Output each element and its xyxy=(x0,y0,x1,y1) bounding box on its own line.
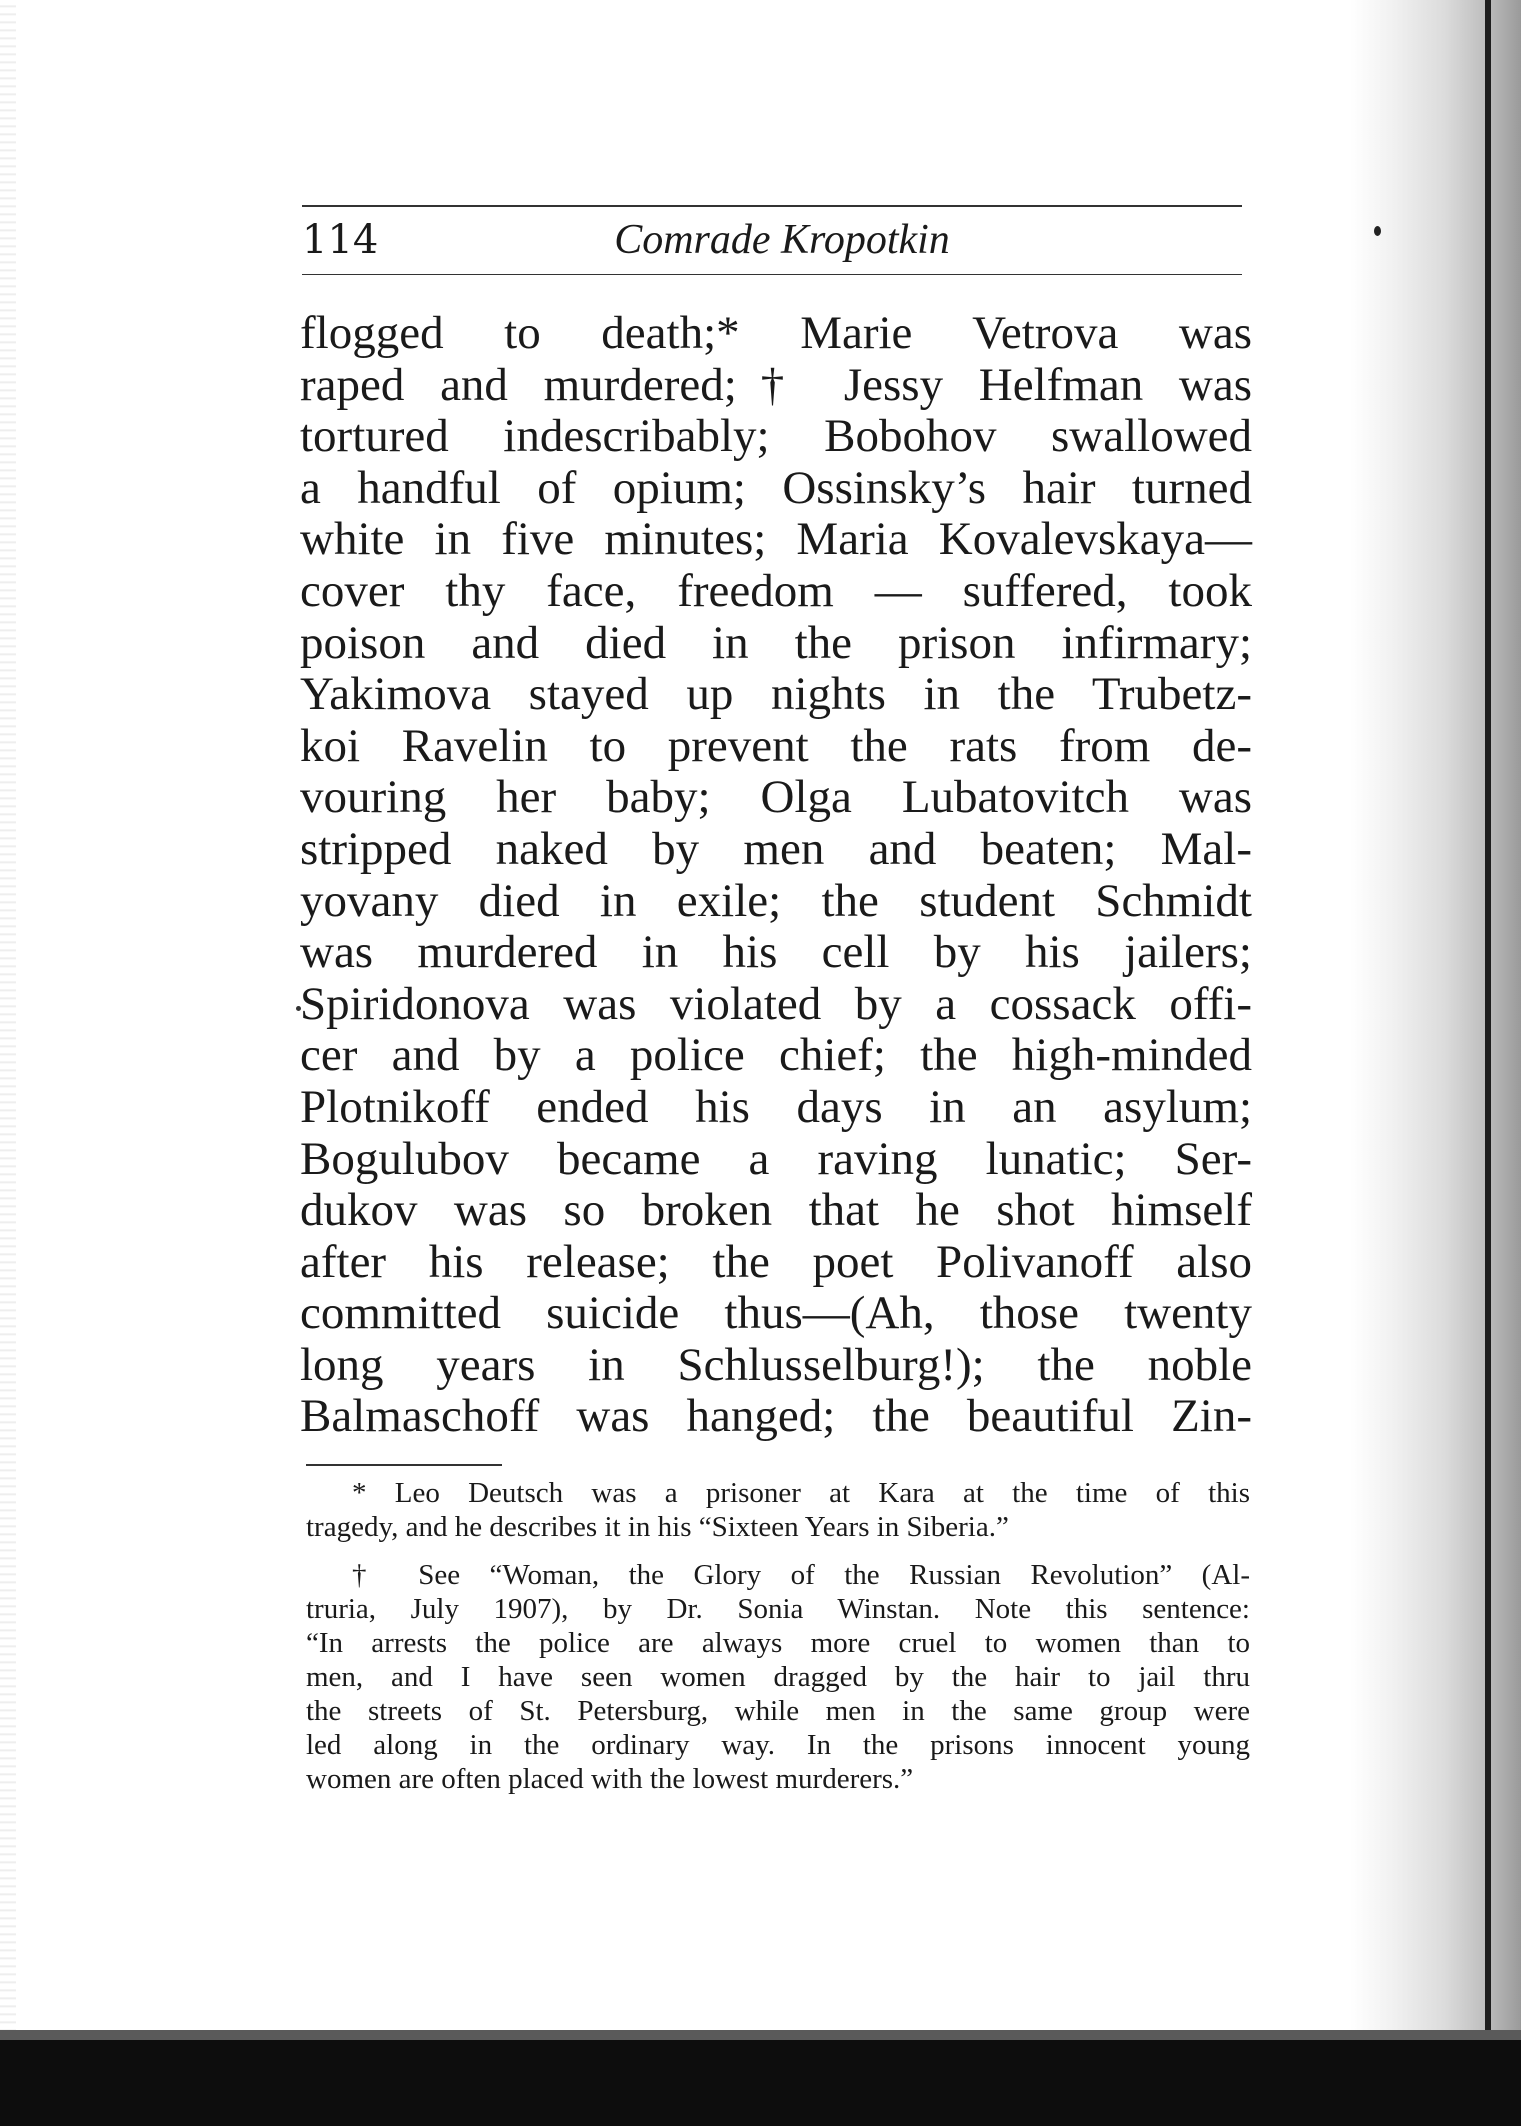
footnotes xyxy=(306,1476,1250,1810)
body-line: flogged to death;* Marie Vetrova was xyxy=(300,307,1252,359)
body-line: raped and murdered;† Jessy Helfman was xyxy=(300,358,1252,411)
body-line: yovany died in exile; the student Schmidt xyxy=(300,874,1252,927)
footnote-line: * Leo Deutsch was a prisoner at Kara at the time of this xyxy=(352,1477,1250,1509)
footnote-line: † See “Woman, the Glory of the Russian Revolution” (Al- xyxy=(352,1559,1250,1591)
body-text xyxy=(300,308,1252,1443)
page-number: 114 xyxy=(302,217,379,263)
footnote-1 xyxy=(306,1476,1250,1544)
body-line: tortured indescribably; Bobohov swallowed xyxy=(300,410,1252,463)
body-line: committed suicide thus—(Ah, those twenty xyxy=(300,1287,1252,1340)
body-line: dukov was so broken that he shot himself xyxy=(300,1184,1252,1237)
footnote-line: tragedy, and he describes it in his “Sixteen Years in Siberia.” xyxy=(306,1511,1009,1543)
scan-right-edge-line xyxy=(1485,0,1491,2030)
body-line: white in five minutes; Maria Kovalevskaya— xyxy=(300,513,1252,566)
footnote-line: “In arrests the police are always more cruel to women than to xyxy=(306,1627,1250,1659)
body-line: Balmaschoff was hanged; the beautiful Zin- xyxy=(300,1390,1252,1443)
body-line: koi Ravelin to prevent the rats from de- xyxy=(300,719,1252,772)
body-line: stripped naked by men and beaten; Mal- xyxy=(300,822,1252,875)
footnote-rule xyxy=(306,1464,502,1466)
margin-mark xyxy=(1374,226,1381,236)
body-line: Bogulubov became a raving lunatic; Ser- xyxy=(300,1132,1252,1185)
body-line: a handful of opium; Ossinsky’s hair turned xyxy=(300,461,1252,514)
scan-bottom-band xyxy=(0,2030,1521,2126)
header-top-rule xyxy=(302,205,1242,207)
scan-left-edge xyxy=(0,0,16,2030)
running-title: Comrade Kropotkin xyxy=(614,217,950,263)
footnote-line: women are often placed with the lowest murderers.” xyxy=(306,1763,914,1795)
footnote-line: led along in the ordinary way. In the prisons innocent young xyxy=(306,1729,1250,1761)
footnote-line: truria, July 1907), by Dr. Sonia Winstan. Note this sentence: xyxy=(306,1593,1250,1625)
body-line: poison and died in the prison infirmary; xyxy=(300,616,1252,669)
body-line: Spiridonova was violated by a cossack offi- xyxy=(300,977,1252,1030)
body-line: after his release; the poet Polivanoff also xyxy=(300,1235,1252,1288)
footnote-2 xyxy=(306,1558,1250,1796)
body-line: Yakimova stayed up nights in the Trubetz- xyxy=(300,668,1252,721)
body-line: Plotnikoff ended his days in an asylum; xyxy=(300,1080,1252,1133)
footnote-line: the streets of St. Petersburg, while men in the same group were xyxy=(306,1695,1250,1727)
running-header xyxy=(302,200,1242,280)
footnote-line: men, and I have seen women dragged by the hair to jail thru xyxy=(306,1661,1250,1693)
body-line: was murdered in his cell by his jailers; xyxy=(300,926,1252,979)
scan-right-gutter-shadow xyxy=(1350,0,1521,2030)
header-bottom-rule xyxy=(302,274,1242,275)
body-line: cover thy face, freedom — suffered, took xyxy=(300,564,1252,617)
body-line: cer and by a police chief; the high-minded xyxy=(300,1029,1252,1082)
body-line: vouring her baby; Olga Lubatovitch was xyxy=(300,771,1252,824)
body-line: long years in Schlusselburg!); the noble xyxy=(300,1338,1252,1391)
